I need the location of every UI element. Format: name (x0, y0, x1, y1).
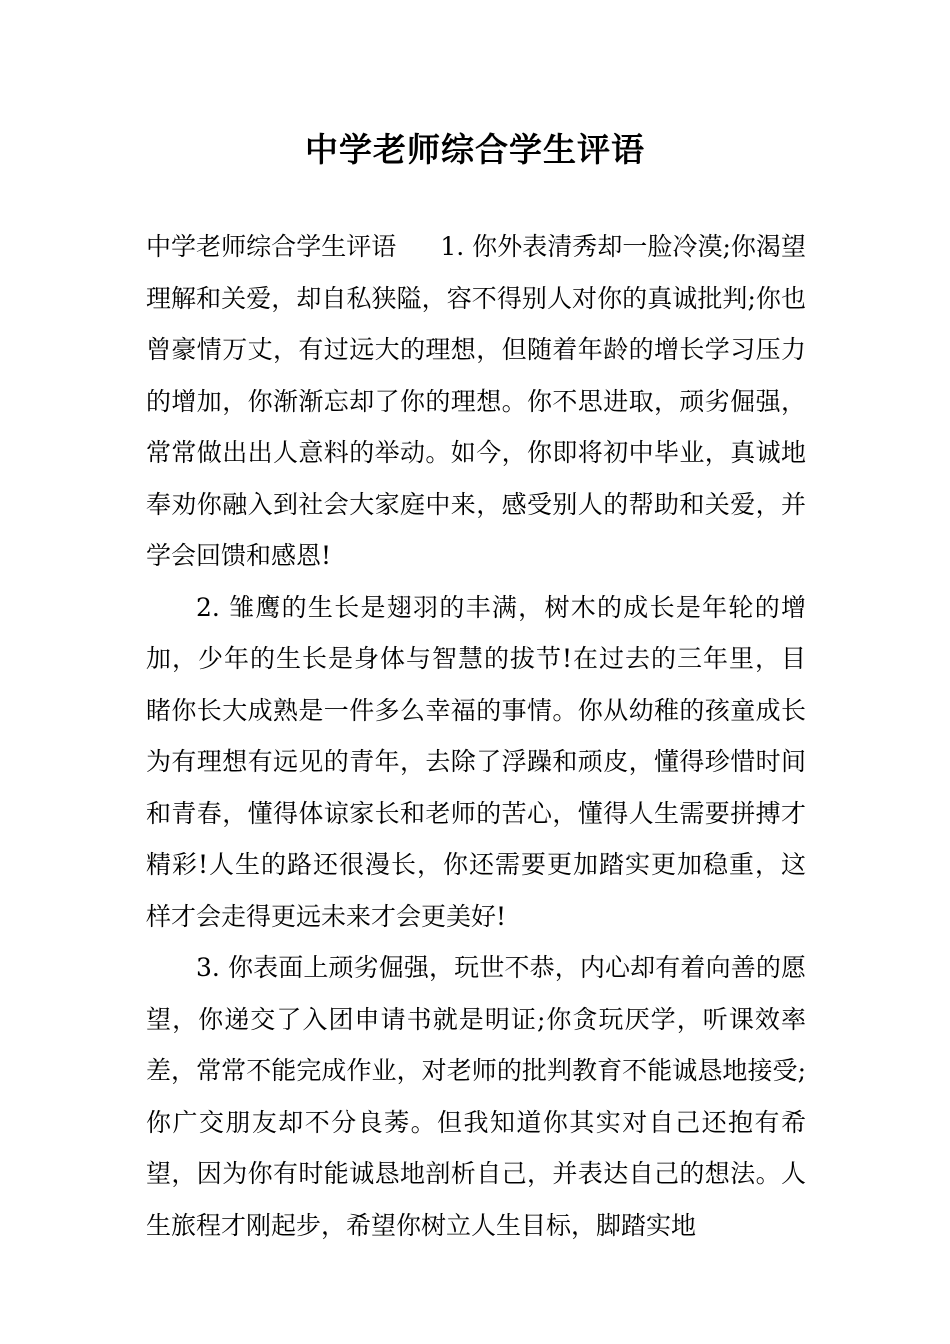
paragraph-1 (146, 221, 806, 582)
page-title: 中学老师综合学生评语 (305, 130, 645, 169)
paragraph-3: 3. 你表面上顽劣倔强，玩世不恭，内心却有着向善的愿望，你递交了入团申请书就是明证;你贪玩厌学，听课效率差，常常不能完成作业，对老师的批判教育不能诚恳地接受;你广交朋友却不分良莠。但我知道你其实对自己还抱有希望，因为你有时能诚恳地剖析自己，并表达自己的想法。人生旅程才刚起步，希望你树立人生目标，脚踏实地 (146, 953, 806, 1240)
paragraph-1-text: 1. 你外表清秀却一脸冷漠;你渴望理解和关爱，却自私狭隘，容不得别人对你的真诚批判;你也曾豪情万丈，有过远大的理想，但随着年龄的增长学习压力的增加，你渐渐忘却了你的理想。你不思进取，顽劣倔强，常常做出出人意料的举动。如今，你即将初中毕业，真诚地奉劝你融入到社会大家庭中来，感受别人的帮助和关爱，并学会回馈和感恩! (146, 232, 806, 570)
paragraph-2: 2. 雏鹰的生长是翅羽的丰满，树木的成长是年轮的增加，少年的生长是身体与智慧的拔节!在过去的三年里，目睹你长大成熟是一件多么幸福的事情。你从幼稚的孩童成长为有理想有远见的青年，去除了浮躁和顽皮，懂得珍惜时间和青春，懂得体谅家长和老师的苦心，懂得人生需要拼搏才精彩!人生的路还很漫长，你还需要更加踏实更加稳重，这样才会走得更远未来才会更美好! (146, 592, 806, 931)
document-body (146, 221, 806, 1251)
lead-label: 中学老师综合学生评语 (146, 232, 397, 261)
